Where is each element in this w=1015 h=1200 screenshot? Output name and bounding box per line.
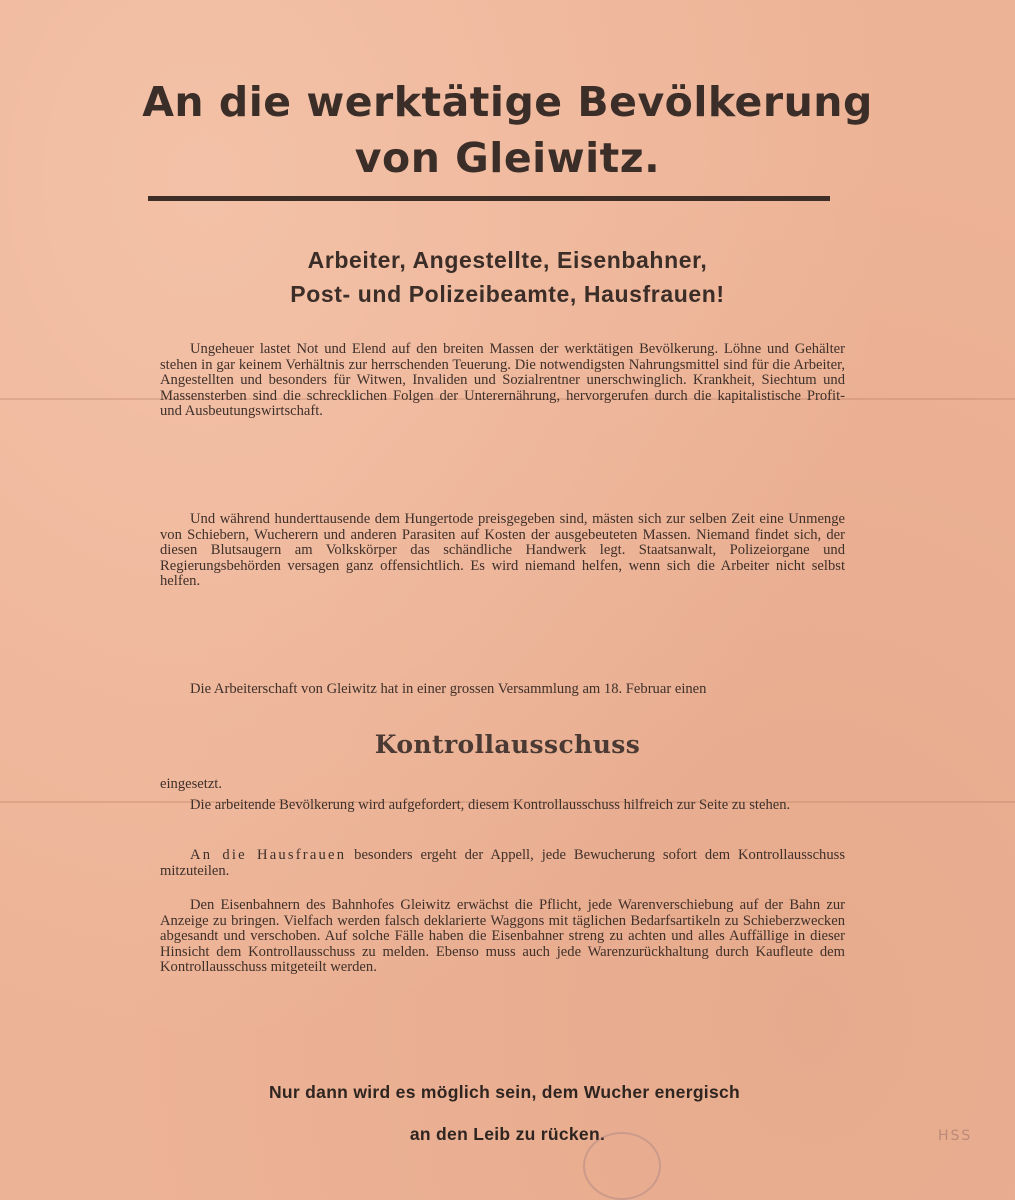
- title-divider: [148, 196, 830, 201]
- housewives-appeal: besonders ergeht der Appell, jede Bewucherung sofort dem Kontrollausschuss mitzuteilen.: [160, 847, 846, 879]
- housewives-emphasis: An die Hausfrauen: [190, 847, 347, 863]
- committee-heading: Kontrollausschuss: [374, 730, 641, 759]
- title-line-1: An die werktätige Bevölkerung: [142, 78, 873, 126]
- faded-stamp: [583, 1132, 661, 1200]
- paragraph-call-to-support: Die arbeitende Bevölkerung wird aufgefordert, diesem Kontrollausschuss hilfreich zur Seite zu stehen.: [190, 797, 791, 813]
- installed-text: eingesetzt.: [160, 776, 222, 792]
- closing-line-1: Nur dann wird es möglich sein, dem Wucher energisch: [268, 1082, 741, 1102]
- paragraph-assembly: Die Arbeiterschaft von Gleiwitz hat in einer grossen Versammlung am 18. Februar einen: [190, 681, 707, 697]
- closing-line-2: an den Leib zu rücken.: [409, 1124, 606, 1144]
- paragraph-housewives: [160, 848, 845, 879]
- subheading-line-1: Arbeiter, Angestellte, Eisenbahner,: [307, 247, 708, 273]
- subheading-line-2: Post- und Polizeibeamte, Hausfrauen!: [290, 281, 725, 307]
- paragraph-railway-workers: Den Eisenbahnern des Bahnhofes Gleiwitz erwächst die Pflicht, jede Warenverschiebung auf der Bahn zur Anzeige zu bringen. Vielfach werden falsch deklarierte Waggons mit täglichen Bedarfsartikeln zu Schieberzwecken abgesandt und verschoben. Auf solche Fälle haben die Eisenbahner streng zu achten und alles Auffällige in dieser Hinsicht dem Kontrollausschuss zu melden. Ebenso muss auch jede Warenzurückhaltung durch Kaufleute dem Kontrollausschuss mitgeteilt werden.: [160, 897, 845, 976]
- title-line-2: von Gleiwitz.: [354, 134, 661, 182]
- paragraph-hardship: Ungeheuer lastet Not und Elend auf den breiten Massen der werktätigen Bevölkerung. Löhne und Gehälter stehen in gar keinem Verhältnis zur herrschenden Teuerung. Die notwendigsten Nahrungsmittel sind für die Arbeiter, Angestellten und besonders für Witwen, Invaliden und Sozialrentner unerschwinglich. Krankheit, Siechtum und Massensterben sind die schrecklichen Folgen der Unterernährung, hervorgerufen durch die kapitalistische Profit- und Ausbeutungswirtschaft.: [160, 341, 845, 420]
- paragraph-profiteers: Und während hunderttausende dem Hungertode preisgegeben sind, mästen sich zur selben Zeit eine Unmenge von Schiebern, Wucherern und anderen Parasiten auf Kosten der ausgebeuteten Massen. Niemand findet sich, der diesen Blutsaugern am Volkskörper das schändliche Handwerk legt. Staatsanwalt, Polizeiorgane und Regierungsbehörden versagen ganz offensichtlich. Es wird niemand helfen, wenn sich die Arbeiter nicht selbst helfen.: [160, 511, 845, 590]
- archive-mark: HSS: [938, 1128, 973, 1144]
